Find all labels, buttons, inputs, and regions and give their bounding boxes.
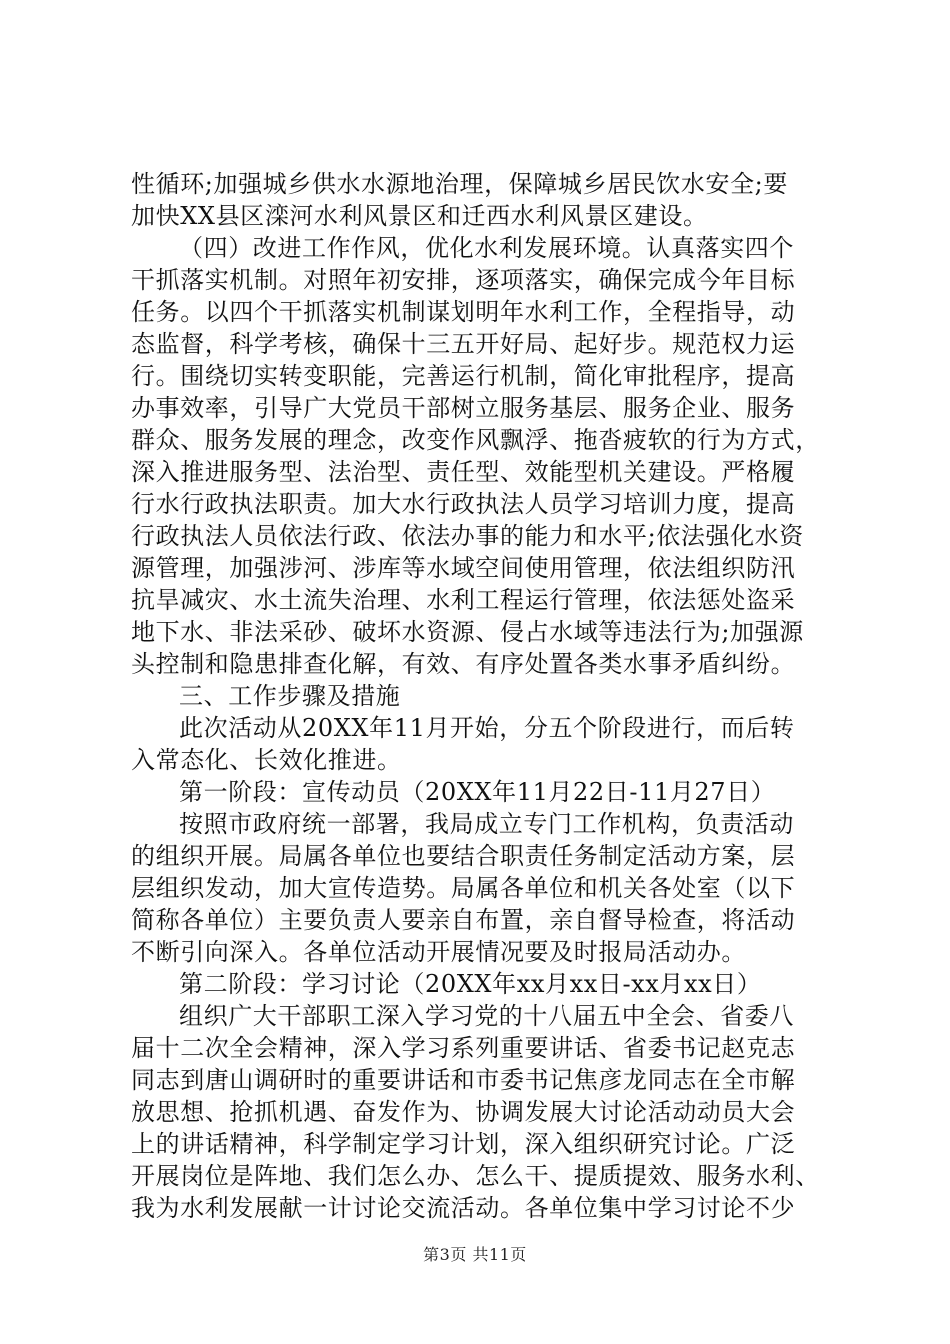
text-line: 同志到唐山调研时的重要讲话和市委书记焦彦龙同志在全市解 [131, 1066, 796, 1094]
text-line: 入常态化、长效化推进。 [131, 746, 402, 774]
page-footer: 第3页 共11页 [423, 1245, 527, 1264]
text-line: 头控制和隐患排查化解，有效、有序处置各类水事矛盾纠纷。 [131, 650, 796, 678]
text-line: 届十二次全会精神，深入学习系列重要讲话、省委书记赵克志 [131, 1034, 796, 1062]
text-line: 行。围绕切实转变职能，完善运行机制，简化审批程序，提高 [131, 362, 796, 390]
text-line: 组织广大干部职工深入学习党的十八届五中全会、省委八 [179, 1002, 794, 1030]
text-line: 第一阶段：宣传动员（20XX年11月22日-11月27日） [179, 778, 776, 806]
text-line: 干抓落实机制。对照年初安排，逐项落实，确保完成今年目标 [131, 266, 796, 294]
document-body [131, 168, 831, 1224]
text-line: 按照市政府统一部署，我局成立专门工作机构，负责活动 [179, 810, 794, 838]
text-line: 深入推进服务型、法治型、责任型、效能型机关建设。严格履 [131, 458, 796, 486]
text-line: 第二阶段：学习讨论（20XX年xx月xx日-xx月xx日） [179, 970, 762, 998]
text-line: 此次活动从20XX年11月开始，分五个阶段进行，而后转 [179, 714, 795, 742]
text-line: 态监督，科学考核，确保十三五开好局、起好步。规范权力运 [131, 330, 796, 358]
text-line: 开展岗位是阵地、我们怎么办、怎么干、提质提效、服务水利、 [131, 1162, 820, 1190]
text-line: 性循环;加强城乡供水水源地治理，保障城乡居民饮水安全;要 [131, 170, 788, 198]
text-line: 上的讲话精神，科学制定学习计划，深入组织研究讨论。广泛 [131, 1130, 796, 1158]
text-line: 源管理，加强涉河、涉库等水域空间使用管理，依法组织防汛 [131, 554, 796, 582]
text-line: （四）改进工作作风，优化水利发展环境。认真落实四个 [179, 234, 794, 262]
text-line: 任务。以四个干抓落实机制谋划明年水利工作，全程指导，动 [131, 298, 796, 326]
text-line: 加快XX县区滦河水利风景区和迁西水利风景区建设。 [131, 202, 708, 230]
text-line: 行水行政执法职责。加大水行政执法人员学习培训力度，提高 [131, 490, 796, 518]
text-line: 层组织发动，加大宣传造势。局属各单位和机关各处室（以下 [131, 874, 796, 902]
text-line: 办事效率，引导广大党员干部树立服务基层、服务企业、服务 [131, 394, 796, 422]
text-line: 抗旱减灾、水土流失治理、水利工程运行管理，依法惩处盗采 [131, 586, 796, 614]
text-line: 地下水、非法采砂、破坏水资源、侵占水域等违法行为;加强源 [131, 618, 804, 646]
text-line: 群众、服务发展的理念，改变作风飘浮、拖沓疲软的行为方式， [131, 426, 820, 454]
text-line: 不断引向深入。各单位活动开展情况要及时报局活动办。 [131, 938, 746, 966]
text-line: 的组织开展。局属各单位也要结合职责任务制定活动方案，层 [131, 842, 796, 870]
text-line: 我为水利发展献一计讨论交流活动。各单位集中学习讨论不少 [131, 1194, 796, 1222]
text-line: 放思想、抢抓机遇、奋发作为、协调发展大讨论活动动员大会 [131, 1098, 796, 1126]
text-line: 简称各单位）主要负责人要亲自布置，亲自督导检查，将活动 [131, 906, 796, 934]
text-line: 行政执法人员依法行政、依法办事的能力和水平;依法强化水资 [131, 522, 804, 550]
text-line: 三、工作步骤及措施 [179, 682, 401, 710]
